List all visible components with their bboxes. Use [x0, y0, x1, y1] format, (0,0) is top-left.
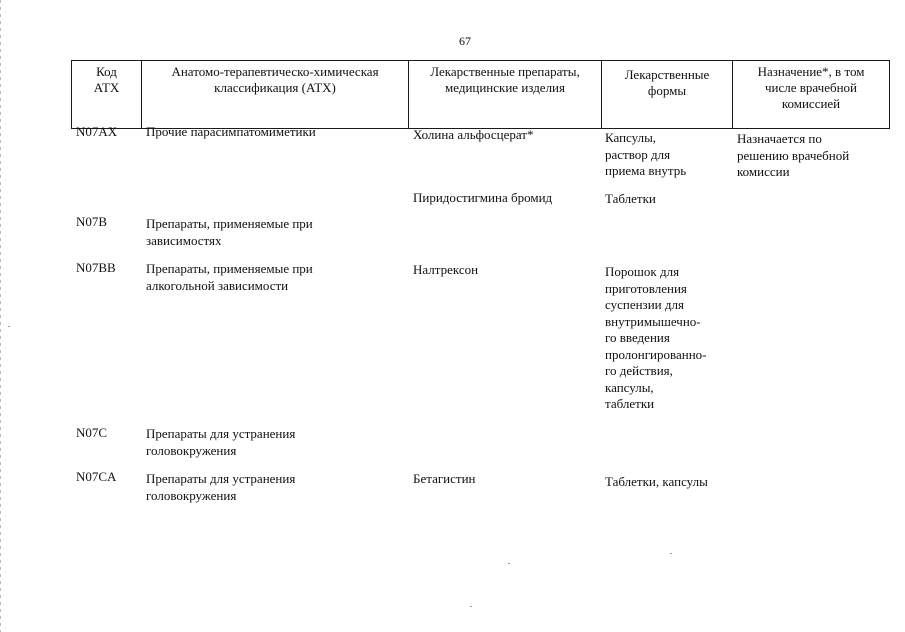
cell-line: пролонгированно- — [605, 346, 707, 362]
cell-line: Пиридостигмина бромид — [413, 190, 553, 205]
table-header — [71, 60, 890, 129]
cell-line: алкогольной зависимости — [146, 277, 289, 293]
cell-line: Таблетки — [605, 191, 656, 206]
cell-classification — [146, 261, 313, 294]
header-code-line: Код — [96, 64, 117, 79]
cell-classification — [146, 124, 316, 141]
cell-line: Назначается по — [737, 131, 822, 146]
cell-line: го действия, — [605, 363, 673, 378]
header-classification — [142, 61, 409, 128]
cell-code: N07CA — [76, 469, 117, 484]
cell-line: Препараты для устранения — [146, 471, 296, 486]
cell-line: Препараты, применяемые при — [146, 261, 313, 276]
cell-line: решению врачебной — [737, 147, 850, 163]
cell-line: суспензии для — [605, 297, 684, 312]
cell-drug — [413, 190, 552, 207]
cell-drug — [413, 127, 533, 144]
header-purpose — [733, 61, 889, 128]
scan-speck — [8, 326, 10, 327]
scan-speck — [670, 553, 672, 554]
header-code — [72, 61, 142, 128]
page-number: 67 — [459, 34, 471, 48]
header-purpose-line: Назначение*, в том — [757, 64, 865, 79]
cell-form — [605, 191, 656, 208]
cell-line: внутримышечно- — [605, 313, 701, 329]
cell-line: приготовления — [605, 280, 687, 296]
cell-line: приема внутрь — [605, 163, 687, 178]
cell-line: Таблетки, капсулы — [605, 474, 708, 489]
cell-line: Холина альфосцерат* — [413, 127, 534, 142]
cell-code: N07BB — [76, 260, 116, 275]
cell-line: капсулы, — [605, 379, 654, 395]
cell-classification — [146, 426, 295, 459]
cell-line: зависимостях — [146, 232, 222, 248]
cell-code: N07C — [76, 425, 108, 440]
header-purpose-line: комиссией — [781, 96, 841, 111]
header-code-line: АТХ — [93, 80, 120, 95]
cell-line: Бетагистин — [413, 471, 476, 486]
header-classification-line: классификация (АТХ) — [214, 80, 336, 95]
cell-line: головокружения — [146, 487, 237, 503]
cell-line: Препараты, применяемые при — [146, 216, 313, 231]
cell-line: таблетки — [605, 396, 655, 411]
header-forms-line: Лекарственные — [624, 67, 710, 82]
header-drugs-line: Лекарственные препараты, — [430, 64, 580, 79]
cell-code: N07AX — [76, 124, 118, 139]
header-forms-line: формы — [647, 83, 687, 98]
header-drugs-line: медицинские изделия — [445, 80, 565, 95]
header-classification-line: Анатомо-терапевтическо-химическая — [171, 64, 379, 79]
cell-line: Порошок для — [605, 264, 680, 279]
header-purpose-line: числе врачебной — [765, 80, 857, 95]
cell-form — [605, 264, 707, 413]
scan-edge-mark — [0, 0, 1, 632]
cell-line: головокружения — [146, 442, 237, 458]
cell-line: Налтрексон — [413, 262, 479, 277]
cell-classification — [146, 216, 313, 249]
scan-speck — [470, 606, 472, 607]
cell-line: раствор для — [605, 146, 671, 162]
cell-drug — [413, 262, 478, 279]
cell-line: го введения — [605, 330, 670, 345]
header-forms — [602, 61, 733, 128]
cell-classification — [146, 471, 295, 504]
cell-code: N07B — [76, 214, 108, 229]
cell-form — [605, 130, 686, 180]
scan-speck — [508, 563, 510, 564]
cell-line: Препараты для устранения — [146, 426, 296, 441]
cell-drug — [413, 471, 476, 488]
cell-purpose — [737, 131, 849, 181]
header-drugs — [409, 61, 602, 128]
cell-form — [605, 474, 708, 491]
cell-line: Капсулы, — [605, 130, 657, 145]
cell-line: комиссии — [737, 164, 790, 179]
cell-line: Прочие парасимпатомиметики — [146, 124, 316, 139]
